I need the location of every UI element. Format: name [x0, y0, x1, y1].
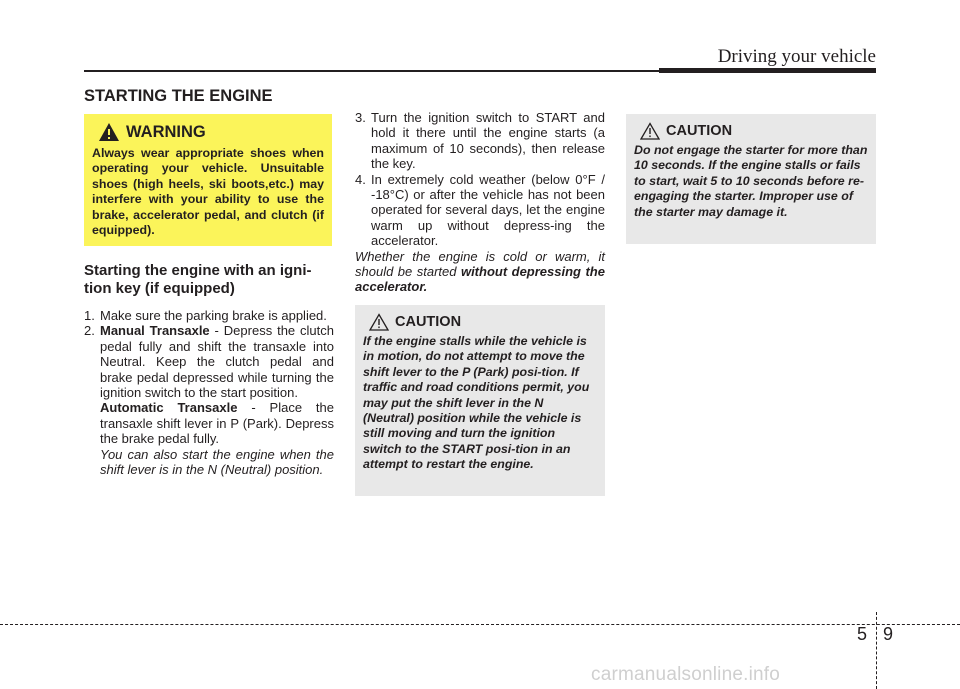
step-text: Make sure the parking brake is applied.: [100, 308, 327, 323]
neutral-note: You can also start the engine when the shift lever is in the N (Neutral) position.: [100, 446, 334, 478]
caution-box-shift-lever: [355, 305, 605, 496]
caution-body: Do not engage the starter for more than 10 seconds. If the engine stalls or fails to start, wait 5 to 10 seconds before re-engaging the starter. Improper use of the starter may damage it.: [634, 143, 868, 219]
step-text: [100, 323, 334, 400]
step-text: Turn the ignition switch to START and hold it there until the engine starts (a maximum of 10 seconds), then release the key.: [371, 110, 605, 172]
caution-box-starter: [626, 114, 876, 244]
page-section-number: 5: [857, 624, 868, 644]
footer-divider: [876, 612, 877, 689]
footer-rule: [0, 624, 960, 625]
warning-title: WARNING: [126, 122, 206, 141]
note-text: Whether the engine is cold or warm, it should be started: [355, 248, 605, 280]
caution-title: CAUTION: [395, 314, 462, 330]
warning-box: [84, 114, 332, 246]
step-number: 2.: [84, 323, 95, 339]
caution-triangle-icon: [640, 122, 660, 140]
step-number: 3.: [355, 110, 366, 125]
step-3: [355, 110, 605, 172]
note-emphasis: without depressing the accelerator.: [355, 264, 605, 295]
caution-heading: [640, 122, 868, 140]
page-number: 9: [883, 624, 894, 644]
subsection-heading: Starting the engine with an igni-tion key (if equipped): [84, 262, 312, 297]
section-title: STARTING THE ENGINE: [84, 87, 273, 105]
step-2: [84, 323, 334, 400]
manual-transaxle-text: - Depress the clutch pedal fully and shift the transaxle into Neutral. Keep the clutch pedal and brake pedal depressed while turning the ignition switch to the start position.: [100, 323, 334, 401]
automatic-transaxle-label: Automatic Transaxle: [100, 400, 238, 416]
header-title: Driving your vehicle: [717, 46, 876, 67]
caution-heading: [369, 313, 597, 331]
automatic-transaxle-text: - Place the transaxle shift lever in P (Park). Depress the brake pedal fully.: [100, 400, 335, 447]
step-1: [84, 308, 334, 323]
steps-middle-column: [355, 110, 605, 295]
caution-triangle-icon: [369, 313, 389, 331]
step-number: 1.: [84, 308, 95, 323]
steps-left-column: [84, 308, 334, 477]
manual-transaxle-label: Manual Transaxle: [100, 323, 210, 339]
warning-heading: [98, 122, 324, 142]
step-text: In extremely cold weather (below 0°F / -18°C) or after the vehicle has not been operated for several days, let the engine warm up without depress-ing the accelerator.: [371, 171, 605, 249]
warning-triangle-icon: [98, 122, 120, 142]
automatic-transaxle-para: [100, 400, 334, 446]
header-rule-accent: [659, 68, 876, 73]
caution-body: If the engine stalls while the vehicle is in motion, do not attempt to move the shift lever to the P (Park) posi-tion. If traffic and road conditions permit, you may put the shift lever in the N (Neutral) position while the vehicle is still moving and turn the ignition switch to the START posi-tion in an attempt to restart the engine.: [363, 334, 590, 472]
header-rule: [84, 70, 659, 72]
caution-title: CAUTION: [666, 123, 733, 139]
step-number: 4.: [355, 171, 366, 187]
step-4: [355, 172, 605, 249]
watermark: carmanualsonline.info: [591, 664, 781, 685]
warning-body: Always wear appropriate shoes when operating your vehicle. Unsuitable shoes (high heels, ski boots,etc.) may interfere with your ability to use the brake, accelerator pedal, and clutch (if equipped).: [92, 146, 324, 238]
cold-warm-note: [355, 249, 605, 295]
